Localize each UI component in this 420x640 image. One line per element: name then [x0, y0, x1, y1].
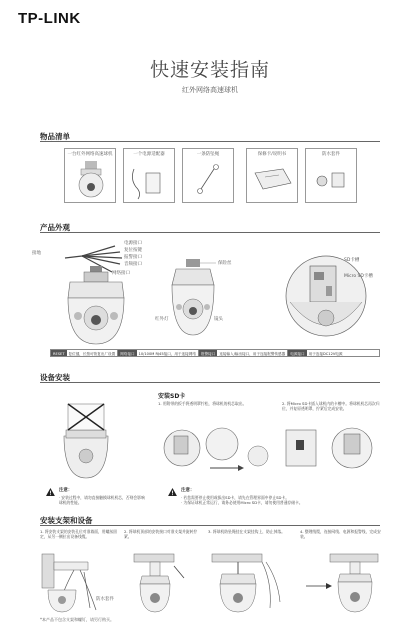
note-right-text: [181, 488, 303, 505]
note-line: · 若您需要停止使用或拔出SD卡，请先在管理界面中停止SD卡。: [181, 495, 290, 501]
callout-micro-sd-slot: Micro SD卡槽: [344, 274, 373, 279]
sd-step-2: 2. 将Micro SD卡插入球机内的卡槽中。将球机机芯再次归位，并复原透明罩，拧紧后完成安装。: [282, 401, 380, 412]
spec-value: 10/100M RJ45接口，用于连接网络: [137, 350, 199, 356]
spec-label: 报警接口: [200, 352, 216, 356]
section-title-appearance: 产品外观: [40, 223, 70, 232]
package-item-label: 防水套件: [322, 152, 340, 157]
note-line: · 安装过程中，请勿直接触摸球机机芯，否则会影响球机的性能。: [58, 495, 145, 506]
warranty-card-icon: [247, 157, 299, 201]
section-divider: [40, 141, 380, 142]
callout-ground: 接地: [32, 251, 41, 256]
camera-front-illustration: [160, 255, 230, 340]
section-title-package: 物品清单: [40, 132, 70, 141]
do-not-touch-illustration: [56, 400, 116, 480]
package-item-camera: [64, 148, 116, 203]
footnote: *本产品不包含支架和螺钉，请另行购买。: [40, 617, 114, 622]
spec-label: 电源接口: [290, 352, 305, 356]
package-item-label: 一个电源适配器: [133, 152, 165, 157]
section-divider: [40, 382, 380, 383]
warning-icon: [46, 488, 55, 496]
callout-reset: 复位按键: [124, 248, 142, 253]
package-item-waterproof: [305, 148, 357, 203]
package-item-warranty: [246, 148, 298, 203]
camera-with-cables-illustration: [40, 236, 160, 346]
callout-network-port: 网络接口: [112, 271, 130, 276]
bracket-step-4-illustration: [300, 552, 382, 614]
bracket-step-2: 2. 将球机顶部的安装接口对准支架并旋转拧紧。: [124, 529, 198, 540]
bracket-step-2-illustration: [124, 552, 202, 614]
bracket-step-1: 1. 将安装支架的安装孔位对准墙面，用螺丝固定，从另一侧拉出设备线缆。: [40, 529, 117, 540]
spec-value: 用于连接DC12V电源: [308, 352, 343, 356]
section-divider: [40, 232, 380, 233]
package-item-label: 一条防坠绳: [196, 152, 220, 157]
section-title-install: 设备安装: [40, 373, 70, 382]
tp-link-logo: [18, 10, 81, 27]
note-left-text: [59, 488, 146, 505]
bracket-step-3-illustration: [208, 552, 288, 614]
note-title: 注意：: [58, 488, 73, 493]
package-item-label: 保修卡/说明书: [257, 152, 287, 157]
callout-sd-slot: SD卡槽: [344, 258, 360, 263]
package-item-lanyard: [182, 148, 234, 203]
spec-label: 网络接口: [120, 352, 135, 356]
note-line: · 为保证球机正常运行，请务必使用Micro SD卡，请勿使用普通存储卡。: [181, 500, 303, 506]
remove-dome-illustration: [158, 420, 268, 480]
interface-spec-bar: [50, 349, 380, 357]
bracket-step-3: 3. 将球机防坠绳挂在支架挂钩上，防止掉落。: [208, 529, 285, 534]
bracket-step-1-illustration: [40, 552, 118, 614]
power-adapter-icon: [124, 157, 176, 201]
section-title-bracket: 安装支架和设备: [40, 516, 93, 525]
section-divider: [40, 525, 380, 526]
callout-lens: 镜头: [214, 317, 223, 322]
callout-audio-port: 音频接口: [124, 262, 142, 267]
subsection-title-sd: 安装SD卡: [158, 393, 186, 400]
bracket-step-4: 4. 整理线缆，连接网线、电源和报警线，完成安装。: [300, 529, 381, 540]
warning-icon: [168, 488, 177, 496]
callout-fuse: 保险丝: [218, 261, 232, 266]
page-subtitle: 红外网络高速球机: [182, 86, 238, 94]
callout-alarm-port: 报警接口: [124, 255, 142, 260]
callout-ir-led: 红外灯: [155, 317, 169, 322]
callout-power-port: 电源接口: [124, 241, 142, 246]
dome-camera-icon: [65, 157, 117, 201]
page-title: 快速安装指南: [149, 59, 270, 81]
note-left: [46, 488, 146, 505]
spec-value: 复位键，长按可恢复出厂设置: [67, 350, 119, 356]
insert-sd-illustration: [282, 422, 382, 480]
label-waterproof-kit: 防水套件: [96, 597, 114, 602]
logo-text: TP-LINK: [18, 10, 81, 27]
spec-label: RESET: [53, 352, 65, 356]
camera-sd-slot-illustration: [282, 252, 372, 342]
spec-value: 连接输入/输出接口，用于连接报警传感器: [217, 350, 288, 356]
package-item-label: 一台红外网络高速球机: [67, 152, 113, 157]
package-item-adapter: [123, 148, 175, 203]
safety-rope-icon: [183, 157, 235, 201]
sd-step-1: 1. 用附带的扳手将透明罩拧松，将球机的机芯取出。: [158, 401, 247, 406]
note-right: [168, 488, 368, 505]
waterproof-kit-icon: [306, 157, 358, 201]
note-title: 注意：: [181, 488, 195, 493]
